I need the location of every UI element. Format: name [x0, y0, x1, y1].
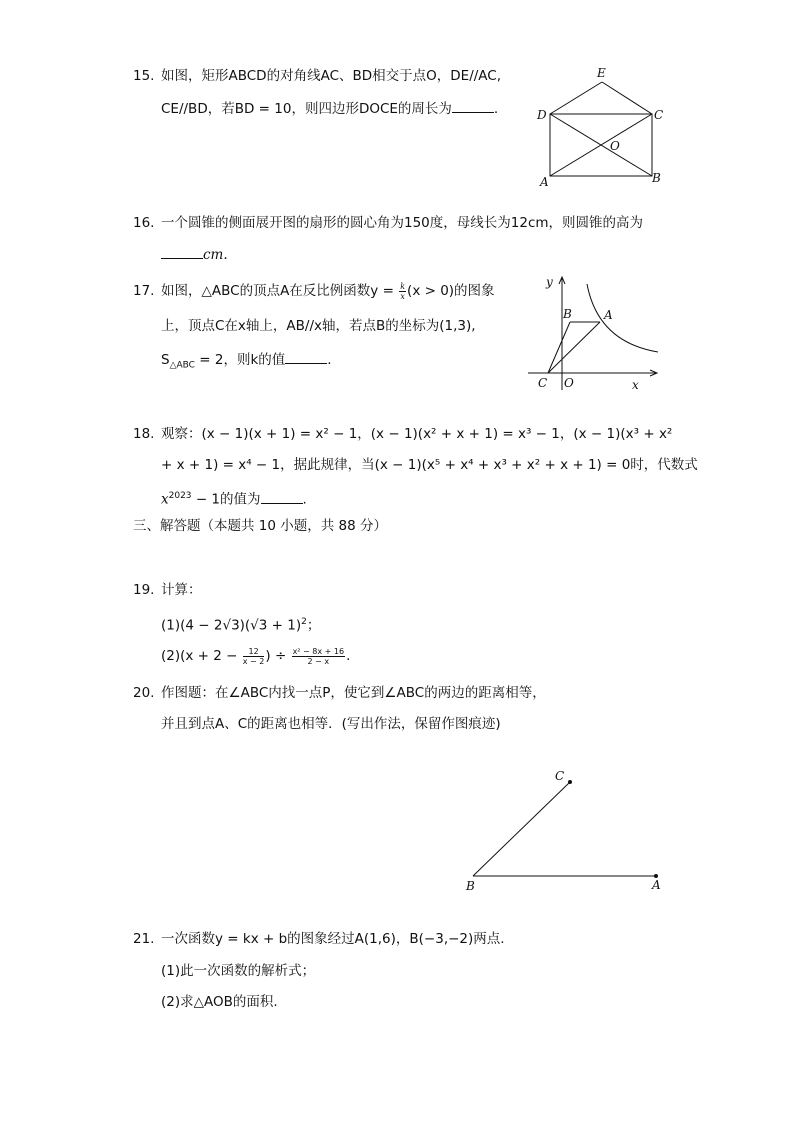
q18-line3 — [161, 486, 307, 510]
q17-label-A: A — [604, 308, 613, 322]
q19-fraction-1 — [243, 647, 265, 666]
q18-number: 18. — [133, 426, 155, 442]
q19-part1a: (1)(4 − 2√3)(√3 + 1) — [161, 617, 302, 634]
q21-number: 21. — [133, 931, 155, 947]
section-heading: 三、解答题（本题共 10 小题，共 88 分） — [133, 518, 388, 534]
q17-line1a: 如图，△ABC的顶点A在反比例函数y = — [161, 283, 399, 299]
q15-label-B: B — [652, 171, 661, 185]
q16-answer-blank[interactable] — [161, 244, 203, 259]
q17-label-y: y — [546, 275, 553, 289]
q17-number: 17. — [133, 283, 155, 299]
q20-label-A: A — [652, 878, 661, 892]
q17-label-x: x — [632, 378, 639, 392]
q19-frac2-bottom: 2 − x — [307, 656, 330, 666]
q19-part2 — [161, 646, 350, 666]
q18-line3b: − 1的值为 — [191, 491, 261, 508]
q17-line3b: = 2，则k的值 — [194, 352, 286, 368]
q18-line3-end: . — [302, 491, 307, 508]
q19-number: 19. — [133, 582, 155, 598]
q15-line2-text: CE//BD，若BD = 10，则四边形DOCE的周长为 — [161, 101, 452, 117]
q17-line3-end: . — [327, 352, 332, 368]
q19-frac1-bottom: x − 2 — [242, 656, 265, 666]
q16-number: 16. — [133, 215, 155, 231]
q16-line1: 一个圆锥的侧面展开图的扇形的圆心角为150度，母线长为12cm，则圆锥的高为 — [161, 215, 644, 231]
q18-line3a: x — [161, 491, 169, 508]
q19-part2c: . — [346, 648, 351, 664]
q17-label-O: O — [564, 376, 574, 390]
q17-line2: 上，顶点C在x轴上，AB//x轴，若点B的坐标为(1,3), — [161, 318, 476, 334]
q20-line1: 作图题：在∠ABC内找一点P，使它到∠ABC的两边的距离相等， — [161, 685, 546, 701]
q17-label-B: B — [563, 307, 572, 321]
q15-line2 — [161, 98, 498, 119]
q19-part2b: ) ÷ — [265, 648, 291, 664]
q20-number: 20. — [133, 685, 155, 701]
q15-number: 15. — [133, 68, 155, 84]
q15-label-C: C — [654, 108, 664, 122]
q19-part1b: ； — [306, 617, 321, 634]
q15-label-A: A — [540, 175, 549, 189]
q18-answer-blank[interactable] — [261, 489, 303, 504]
q19-part1 — [161, 612, 320, 636]
q19-title: 计算： — [161, 582, 202, 598]
q19-fraction-2 — [292, 647, 346, 666]
q17-line3a: S — [161, 352, 170, 368]
q18-line3-sup: 2023 — [168, 491, 192, 501]
q17-line1b: (x > 0)的图象 — [407, 283, 495, 299]
q17-function-figure — [524, 272, 664, 394]
q17-line3-sub: △ABC — [169, 360, 195, 371]
q21-part2: (2)求△AOB的面积. — [161, 994, 278, 1010]
q15-label-E: E — [597, 66, 606, 80]
q18-line1: 观察：(x − 1)(x + 1) = x² − 1，(x − 1)(x² + x + 1) = x³ − 1，(x − 1)(x³ + x² — [161, 426, 673, 442]
q15-answer-blank[interactable] — [452, 98, 494, 113]
q15-label-O: O — [610, 139, 620, 153]
q17-answer-blank[interactable] — [285, 349, 327, 364]
q20-label-C: C — [555, 769, 565, 783]
q17-frac-bottom: x — [400, 291, 405, 301]
q15-line2-end: . — [493, 101, 499, 117]
q19-frac2-top: x² − 8x + 16 — [292, 646, 345, 656]
q15-line1: 如图，矩形ABCD的对角线AC、BD相交于点O，DE//AC, — [161, 68, 502, 84]
q17-label-C: C — [538, 376, 548, 390]
q16-line2 — [161, 244, 228, 265]
q17-frac-top: k — [400, 281, 406, 291]
q15-label-D: D — [537, 108, 547, 122]
q20-angle-figure — [462, 766, 672, 892]
q20-line2: 并且到点A、C的距离也相等．(写出作法，保留作图痕迹) — [161, 716, 501, 732]
q19-frac1-top: 12 — [243, 647, 265, 657]
q21-line1: 一次函数y = kx + b的图象经过A(1,6)，B(−3,−2)两点. — [161, 931, 505, 947]
q17-fraction-k-over-x — [399, 282, 406, 301]
q17-line3 — [161, 349, 332, 376]
q16-line2-end: cm. — [203, 247, 228, 263]
q15-rectangle-figure — [536, 64, 676, 190]
q21-part1: (1)此一次函数的解析式； — [161, 963, 316, 979]
q20-label-B: B — [466, 879, 475, 892]
q17-line1 — [161, 281, 495, 301]
q19-part1-sup: 2 — [301, 617, 307, 627]
q19-part2a: (2)(x + 2 − — [161, 648, 242, 664]
q18-line2: + x + 1) = x⁴ − 1，据此规律，当(x − 1)(x⁵ + x⁴ + x³ + x² + x + 1) = 0时，代数式 — [161, 457, 698, 473]
